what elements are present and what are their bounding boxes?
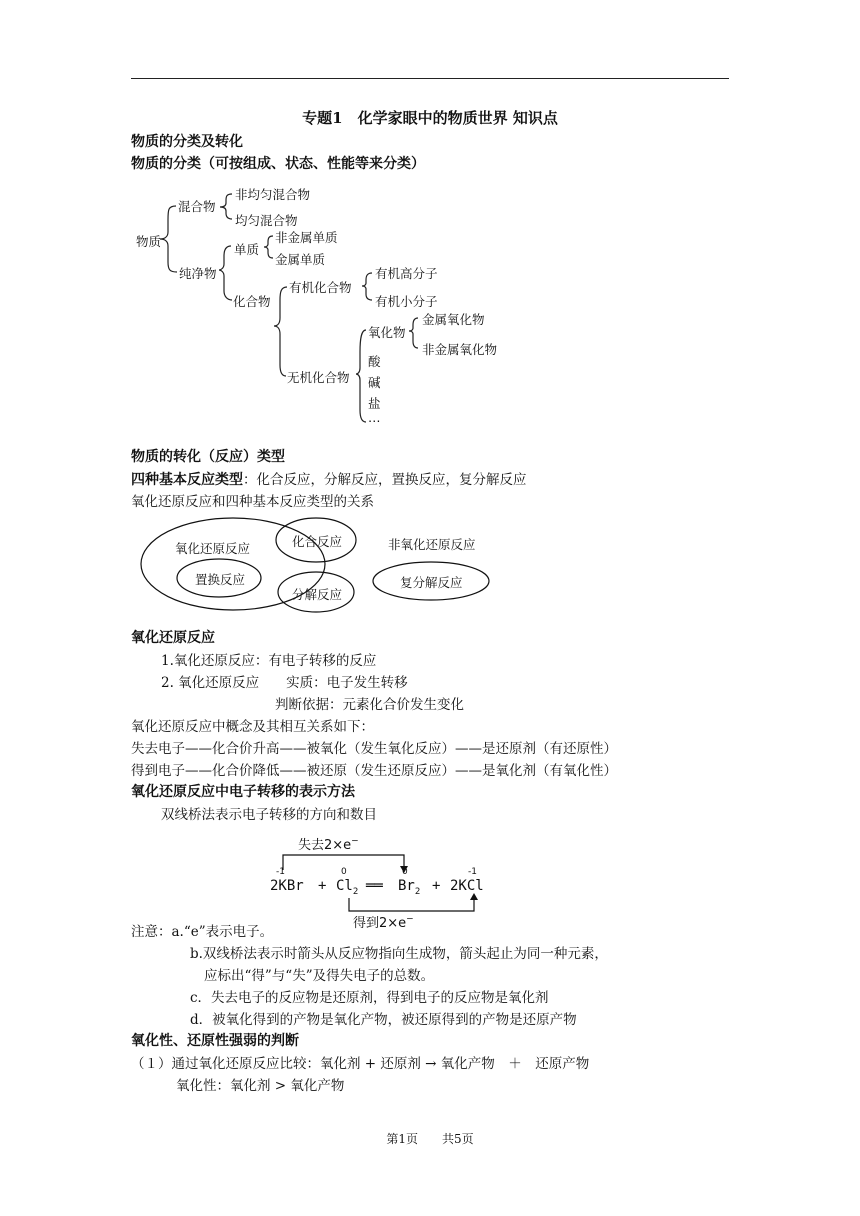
subheading-classification: 物质的分类（可按组成、状态、性能等来分类） bbox=[131, 156, 425, 172]
plus-sign-1: + bbox=[318, 878, 327, 894]
redox-concepts-intro: 氧化还原反应中概念及其相互关系如下： bbox=[131, 719, 374, 735]
tree-node-organic-small: 有机小分子 bbox=[375, 294, 438, 309]
section-heading-redox: 氧化还原反应 bbox=[131, 630, 215, 646]
section-heading-strength: 氧化性、还原性强弱的判断 bbox=[131, 1033, 299, 1049]
tree-node-metal-element: 金属单质 bbox=[275, 252, 326, 267]
redox-definition: 1.氧化还原反应：有电子转移的反应 bbox=[161, 653, 377, 669]
relation-line: 氧化还原反应和四种基本反应类型的关系 bbox=[131, 494, 374, 510]
redox-gain-electrons: 得到电子——化合价降低——被还原（发生还原反应）——是氧化剂（有氧化性） bbox=[131, 763, 617, 779]
product-br2: $Br_2$ bbox=[398, 878, 421, 897]
strength-rule-1: （１）通过氧化还原反应比较：氧化剂 + 还原剂 → 氧化产物 ＋ 还原产物 bbox=[131, 1056, 590, 1072]
product-kcl: 2KCl bbox=[450, 878, 484, 894]
tree-node-heterogeneous: 非均匀混合物 bbox=[235, 187, 311, 202]
tree-node-nonmetal-oxide: 非金属氧化物 bbox=[422, 342, 498, 357]
reactant-cl2: $Cl_2$ bbox=[336, 878, 359, 897]
tree-node-element: 单质 bbox=[234, 242, 260, 257]
page-title: 专题1 化学家眼中的物质世界 知识点 bbox=[302, 109, 558, 127]
note-d: d．被氧化得到的产物是氧化产物，被还原得到的产物是还原产物 bbox=[190, 1012, 577, 1028]
venn-label-displace: 置换反应 bbox=[195, 572, 246, 587]
venn-label-redox: 氧化还原反应 bbox=[175, 541, 251, 556]
strength-rule-oxidizing: 氧化性：氧化剂 > 氧化产物 bbox=[176, 1078, 345, 1094]
reactant-kbr: 2KBr bbox=[270, 878, 304, 894]
note-b-line1: b.双线桥法表示时箭头从反应物指向生成物，箭头起止为同一种元素， bbox=[190, 946, 608, 962]
plus-sign-2: + bbox=[432, 878, 441, 894]
tree-node-organic: 有机化合物 bbox=[289, 280, 352, 295]
valence-br2: 0 bbox=[402, 867, 408, 877]
section-heading-electron-transfer: 氧化还原反应中电子转移的表示方法 bbox=[131, 784, 355, 800]
note-a: 注意：a.“e”表示电子。 bbox=[131, 924, 274, 940]
tree-node-organic-polymer: 有机高分子 bbox=[375, 266, 438, 281]
tree-node-nonmetal-element: 非金属单质 bbox=[275, 230, 338, 245]
four-types-label: 四种基本反应类型 bbox=[131, 472, 243, 488]
lose-electrons-label: 失去2×e− bbox=[298, 836, 359, 853]
redox-essence: 2. 氧化还原反应 实质：电子发生转移 bbox=[161, 675, 408, 691]
tree-node-inorganic: 无机化合物 bbox=[287, 370, 350, 385]
valence-cl2: 0 bbox=[341, 867, 347, 877]
section-heading-classification: 物质的分类及转化 bbox=[131, 134, 243, 150]
venn-label-double: 复分解反应 bbox=[400, 575, 463, 590]
equals-sign: ══ bbox=[366, 878, 383, 894]
venn-label-combo: 化合反应 bbox=[292, 534, 343, 549]
tree-node-oxide: 氧化物 bbox=[368, 325, 406, 340]
redox-criterion: 判断依据：元素化合价发生变化 bbox=[275, 697, 464, 713]
note-b-line2: 应标出“得”与“失”及得失电子的总数。 bbox=[204, 968, 435, 984]
gain-electrons-label: 得到2×e− bbox=[353, 914, 414, 931]
tree-node-acid: 酸 bbox=[368, 354, 381, 369]
tree-node-salt: 盐 bbox=[368, 396, 381, 411]
tree-node-more: … bbox=[368, 410, 381, 425]
tree-node-compound: 化合物 bbox=[233, 294, 271, 309]
double-bridge-intro: 双线桥法表示电子转移的方向和数目 bbox=[161, 807, 377, 823]
valence-kcl: -1 bbox=[468, 867, 477, 877]
tree-node-mixture: 混合物 bbox=[178, 199, 216, 214]
venn-label-decomp: 分解反应 bbox=[292, 587, 343, 602]
tree-node-homogeneous: 均匀混合物 bbox=[235, 213, 298, 228]
section-heading-reaction-types: 物质的转化（反应）类型 bbox=[131, 449, 285, 465]
redox-lose-electrons: 失去电子——化合价升高——被氧化（发生氧化反应）——是还原剂（有还原性） bbox=[131, 741, 617, 757]
tree-node-pure: 纯净物 bbox=[179, 266, 217, 281]
tree-node-metal-oxide: 金属氧化物 bbox=[422, 312, 485, 327]
note-c: c．失去电子的反应物是还原剂，得到电子的反应物是氧化剂 bbox=[190, 990, 549, 1006]
tree-node-base: 碱 bbox=[368, 375, 381, 390]
valence-kbr: -1 bbox=[276, 867, 285, 877]
four-types-text: ：化合反应，分解反应，置换反应，复分解反应 bbox=[243, 472, 527, 488]
venn-label-nonredox: 非氧化还原反应 bbox=[388, 537, 476, 552]
page-footer: 第1页 共5页 bbox=[386, 1132, 474, 1146]
tree-node-root: 物质 bbox=[136, 234, 162, 249]
